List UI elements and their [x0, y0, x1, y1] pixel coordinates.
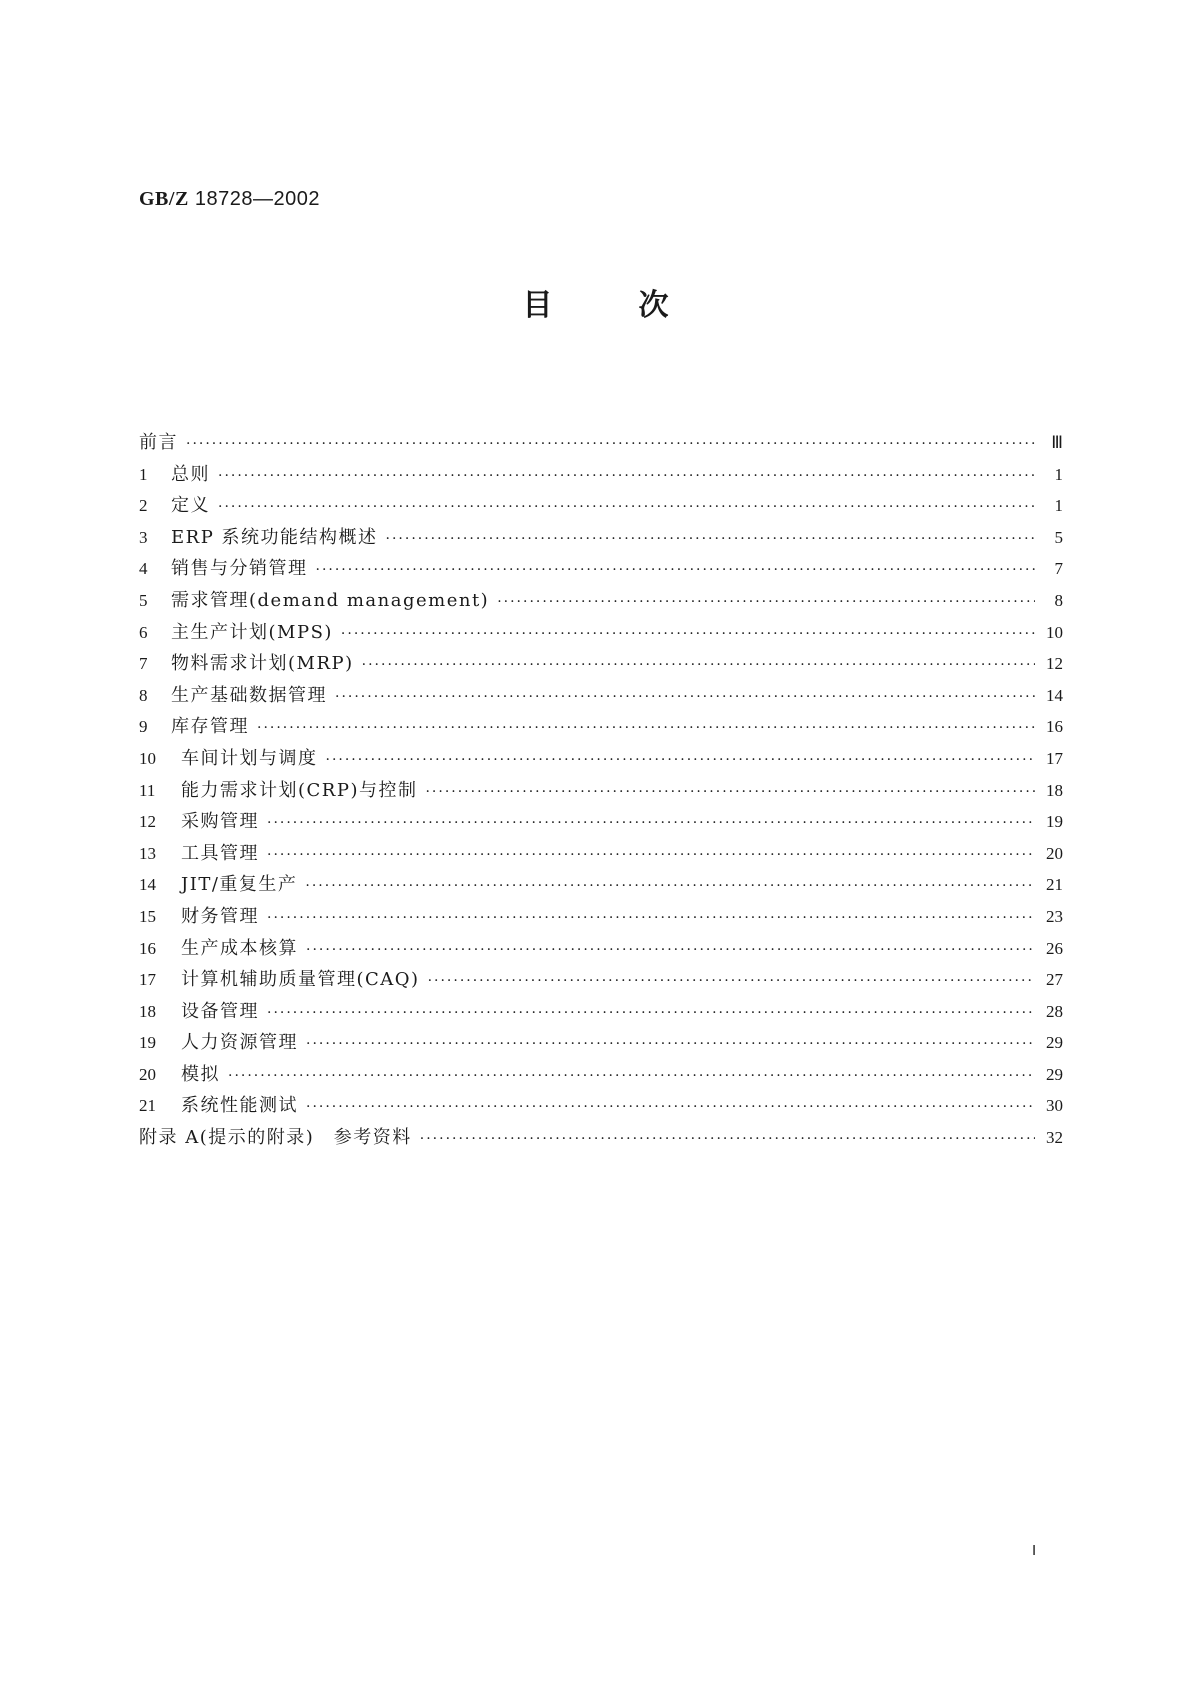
toc-dot-leader — [267, 998, 1035, 1030]
toc-entry-label: 生产成本核算 — [181, 937, 298, 959]
toc-entry-page: 21 — [1046, 875, 1063, 895]
toc-entry-label: 需求管理(demand management) — [171, 589, 490, 611]
toc-entry[interactable] — [139, 964, 1063, 996]
toc-entry[interactable] — [139, 996, 1063, 1028]
toc-entry-page: 5 — [1054, 527, 1063, 547]
toc-entry[interactable] — [139, 617, 1063, 649]
toc-entry-label: 工具管理 — [181, 842, 259, 864]
toc-entry-page: 18 — [1046, 780, 1063, 800]
toc-entry-label: 车间计划与调度 — [181, 747, 318, 769]
toc-entry[interactable] — [139, 680, 1063, 712]
toc-entry-label: 人力资源管理 — [181, 1032, 298, 1054]
toc-entry-label: 系统性能测试 — [181, 1095, 298, 1117]
toc-dot-leader — [306, 1092, 1035, 1124]
toc-entry-number: 6 — [139, 622, 148, 642]
toc-entry-page: 16 — [1046, 717, 1063, 737]
toc-entry-number: 11 — [139, 780, 156, 800]
toc-entry-page: 27 — [1046, 970, 1063, 990]
toc-entry-number: 21 — [139, 1096, 156, 1116]
toc-entry-page: 10 — [1046, 622, 1063, 642]
toc-dot-leader — [267, 840, 1035, 872]
toc-entry[interactable] — [139, 838, 1063, 870]
toc-entry-label: JIT/重复生产 — [181, 874, 298, 896]
toc-dot-leader — [335, 682, 1035, 714]
toc-dot-leader — [326, 745, 1036, 777]
toc-entry-label: 采购管理 — [181, 811, 259, 833]
toc-entry-page: 20 — [1046, 843, 1063, 863]
toc-entry-label: 财务管理 — [181, 905, 259, 927]
toc-entry-number: 1 — [139, 464, 148, 484]
toc-entry-label: 销售与分销管理 — [171, 558, 308, 580]
toc-entry-page: 30 — [1046, 1096, 1063, 1116]
toc-dot-leader — [306, 1029, 1035, 1061]
toc-entry-page: 29 — [1046, 1033, 1063, 1053]
toc-entry[interactable] — [139, 1059, 1063, 1091]
toc-entry-page: 17 — [1046, 748, 1063, 768]
toc-entry-page: 12 — [1046, 654, 1063, 674]
toc-entry-label: 设备管理 — [181, 1000, 259, 1022]
toc-entry-number: 20 — [139, 1064, 156, 1084]
toc-entry[interactable] — [139, 775, 1063, 807]
toc-entry-label: 生产基础数据管理 — [171, 684, 327, 706]
toc-dot-leader — [267, 903, 1035, 935]
toc-entry-number: 17 — [139, 970, 156, 990]
toc-entry-number: 9 — [139, 717, 148, 737]
toc-entry[interactable] — [139, 933, 1063, 965]
toc-entry-page: 23 — [1046, 906, 1063, 926]
toc-entry-label: 库存管理 — [171, 716, 249, 738]
toc-entry[interactable] — [139, 553, 1063, 585]
toc-entry-number: 13 — [139, 843, 156, 863]
toc-entry-label: 物料需求计划(MRP) — [171, 653, 354, 675]
toc-entry[interactable] — [139, 427, 1063, 459]
toc-entry-number: 7 — [139, 654, 148, 674]
toc-dot-leader — [257, 713, 1035, 745]
toc-entry-label: 能力需求计划(CRP)与控制 — [181, 779, 418, 801]
toc-entry-label: 附录 A(提示的附录) 参考资料 — [139, 1127, 412, 1149]
toc-entry[interactable] — [139, 1090, 1063, 1122]
toc-entry-number: 5 — [139, 590, 148, 610]
standard-number: 18728—2002 — [194, 188, 320, 210]
toc-entry[interactable] — [139, 711, 1063, 743]
toc-entry-number: 18 — [139, 1001, 156, 1021]
toc-entry-label: 定义 — [171, 495, 210, 517]
toc-entry-label: 主生产计划(MPS) — [171, 621, 333, 643]
toc-dot-leader — [228, 1061, 1035, 1093]
standard-code — [139, 188, 320, 211]
toc-dot-leader — [267, 808, 1035, 840]
toc-entry-number: 4 — [139, 559, 148, 579]
toc-entry[interactable] — [139, 869, 1063, 901]
toc-entry-number: 3 — [139, 527, 148, 547]
toc-dot-leader — [316, 555, 1036, 587]
toc-entry-label: ERP 系统功能结构概述 — [171, 526, 378, 548]
toc-entry-page: 29 — [1046, 1064, 1063, 1084]
toc-dot-leader — [305, 871, 1035, 903]
toc-entry[interactable] — [139, 522, 1063, 554]
toc-entry-number: 12 — [139, 812, 156, 832]
toc-entry-label: 计算机辅助质量管理(CAQ) — [181, 969, 420, 991]
toc-entry[interactable] — [139, 901, 1063, 933]
toc-entry[interactable] — [139, 585, 1063, 617]
toc-dot-leader — [386, 524, 1035, 556]
toc-entry-page: Ⅲ — [1051, 433, 1063, 452]
page-number: Ⅰ — [1032, 1544, 1037, 1559]
toc-dot-leader — [362, 650, 1035, 682]
toc-entry[interactable] — [139, 648, 1063, 680]
toc-dot-leader — [420, 1124, 1035, 1156]
toc-dot-leader — [306, 935, 1035, 967]
toc-entry-label: 总则 — [171, 463, 210, 485]
toc-dot-leader — [218, 492, 1035, 524]
toc-entry-page: 19 — [1046, 812, 1063, 832]
toc-entry[interactable] — [139, 490, 1063, 522]
toc-entry-number: 16 — [139, 938, 156, 958]
toc-entry-page: 7 — [1054, 559, 1063, 579]
toc-entry-page: 1 — [1054, 464, 1063, 484]
toc-entry-page: 8 — [1054, 590, 1063, 610]
toc-entry-number: 19 — [139, 1033, 156, 1053]
toc-dot-leader — [428, 966, 1035, 998]
toc-dot-leader — [497, 587, 1035, 619]
toc-entry-number: 14 — [139, 875, 156, 895]
toc-entry-page: 26 — [1046, 938, 1063, 958]
toc-entry-page: 32 — [1046, 1128, 1063, 1148]
toc-entry-page: 14 — [1046, 685, 1063, 705]
page-title: 目次 — [522, 288, 755, 323]
toc-entry-number: 15 — [139, 906, 156, 926]
toc-entry-number: 8 — [139, 685, 148, 705]
toc-entry[interactable] — [139, 743, 1063, 775]
toc-dot-leader — [425, 777, 1035, 809]
toc-entry[interactable] — [139, 459, 1063, 491]
standard-prefix: GB/Z — [139, 188, 189, 210]
toc-entry[interactable] — [139, 806, 1063, 838]
toc-entry-page: 1 — [1054, 496, 1063, 516]
toc-entry[interactable] — [139, 1027, 1063, 1059]
toc-entry-number: 2 — [139, 496, 148, 516]
toc-entry-label: 模拟 — [181, 1063, 220, 1085]
toc-dot-leader — [186, 429, 1035, 461]
toc-entry-number: 10 — [139, 748, 156, 768]
table-of-contents — [139, 427, 1063, 1154]
toc-entry[interactable] — [139, 1122, 1063, 1154]
toc-entry-label: 前言 — [139, 432, 178, 453]
toc-dot-leader — [218, 461, 1035, 493]
toc-dot-leader — [341, 619, 1035, 651]
toc-entry-page: 28 — [1046, 1001, 1063, 1021]
